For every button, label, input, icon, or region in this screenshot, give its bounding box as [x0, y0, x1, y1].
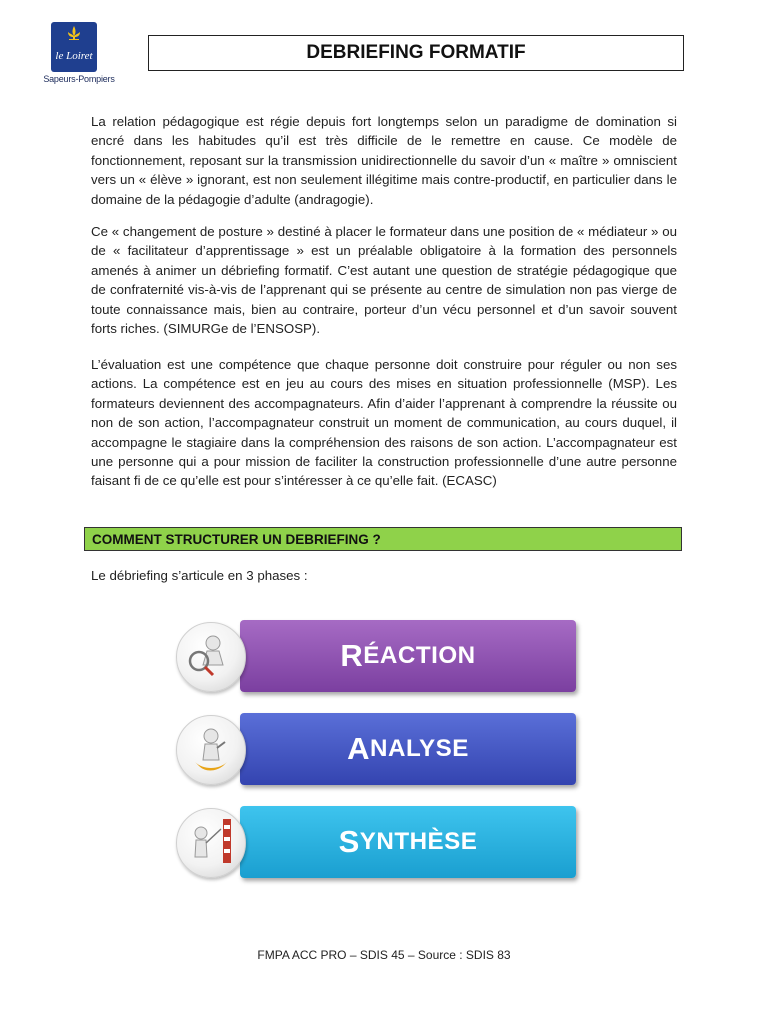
- phase-rest: ÉACTION: [363, 642, 476, 669]
- logo-shield: [51, 22, 97, 72]
- fleur-de-lis-icon: [67, 26, 81, 44]
- phase-bar: [240, 713, 576, 785]
- page-footer: FMPA ACC PRO – SDIS 45 – Source : SDIS 83: [257, 948, 511, 962]
- phase-bar: [240, 806, 576, 878]
- phase-icon-circle: [176, 715, 246, 785]
- page-title: DEBRIEFING FORMATIF: [148, 35, 684, 71]
- phase-first-letter: S: [338, 824, 360, 859]
- phases-intro: Le débriefing s’articule en 3 phases :: [91, 568, 308, 583]
- magnifier-figure-icon: [183, 629, 239, 685]
- phase-icon-circle: [176, 808, 246, 878]
- phase-rest: NALYSE: [370, 735, 469, 762]
- thinking-figure-icon: [183, 722, 239, 778]
- phase-synthese: [176, 806, 578, 882]
- phase-analyse: [176, 713, 578, 789]
- logo-subtitle: Sapeurs-Pompiers: [43, 74, 115, 84]
- paragraph-2: Ce « changement de posture » destiné à placer le formateur dans une position de « médiateur » ou de « facilitateur d’apprentissage » est un préalable obligatoire à la formation des personnels amenés à animer un débriefing formatif. C’est autant une question de stratégie pédagogique que de confraternité vis-à-vis de l’apprenant qui se présente au centre de simulation non pas vierge de toute connaissance mais, bien au contraire, porteur d’un vécu personnel et d’un savoir souvent forts riches. (SIMURGe de l’ENSOSP).: [91, 224, 677, 337]
- presenter-figure-icon: [183, 815, 239, 871]
- phase-icon-circle: [176, 622, 246, 692]
- paragraph-1: La relation pédagogique est régie depuis fort longtemps selon un paradigme de domination si encré dans les habitudes qu’il est très difficile de le remettre en cause. Ce modèle de fonctionnement, reposant sur la transmission unidirectionnelle du savoir d’un « maître » omniscient vers un « élève » ignorant, est non seulement illégitime mais contre-productif, en particulier dans le domaine de la pédagogie d’adulte (andragogie).: [91, 114, 677, 207]
- phase-first-letter: A: [347, 731, 371, 766]
- paragraph-3: L’évaluation est une compétence que chaque personne doit construire pour réguler ou non ses actions. La compétence est en jeu au cours des mises en situation professionnelle (MSP). Les formateurs deviennent des accompagnateurs. Afin d’aider l’apprenant à comprendre la réussite ou non de son action, l’accompagnateur construit un moment de communication, au cours duquel, il accompagne le stagiaire dans la compréhension des raisons de son action. L’accompagnateur est une personne qui a pour mission de faciliter la construction professionnelle d’une autre personne faisant fi de ce qu’elle est pour s’intéresser à ce qu’elle fait. (ECASC): [91, 357, 677, 489]
- phase-rest: YNTHÈSE: [359, 828, 478, 855]
- section-heading: COMMENT STRUCTURER UN DEBRIEFING ?: [84, 527, 682, 551]
- phase-bar: [240, 620, 576, 692]
- phase-first-letter: R: [340, 638, 364, 673]
- logo-name: le Loiret: [55, 50, 93, 62]
- phase-reaction: [176, 620, 578, 696]
